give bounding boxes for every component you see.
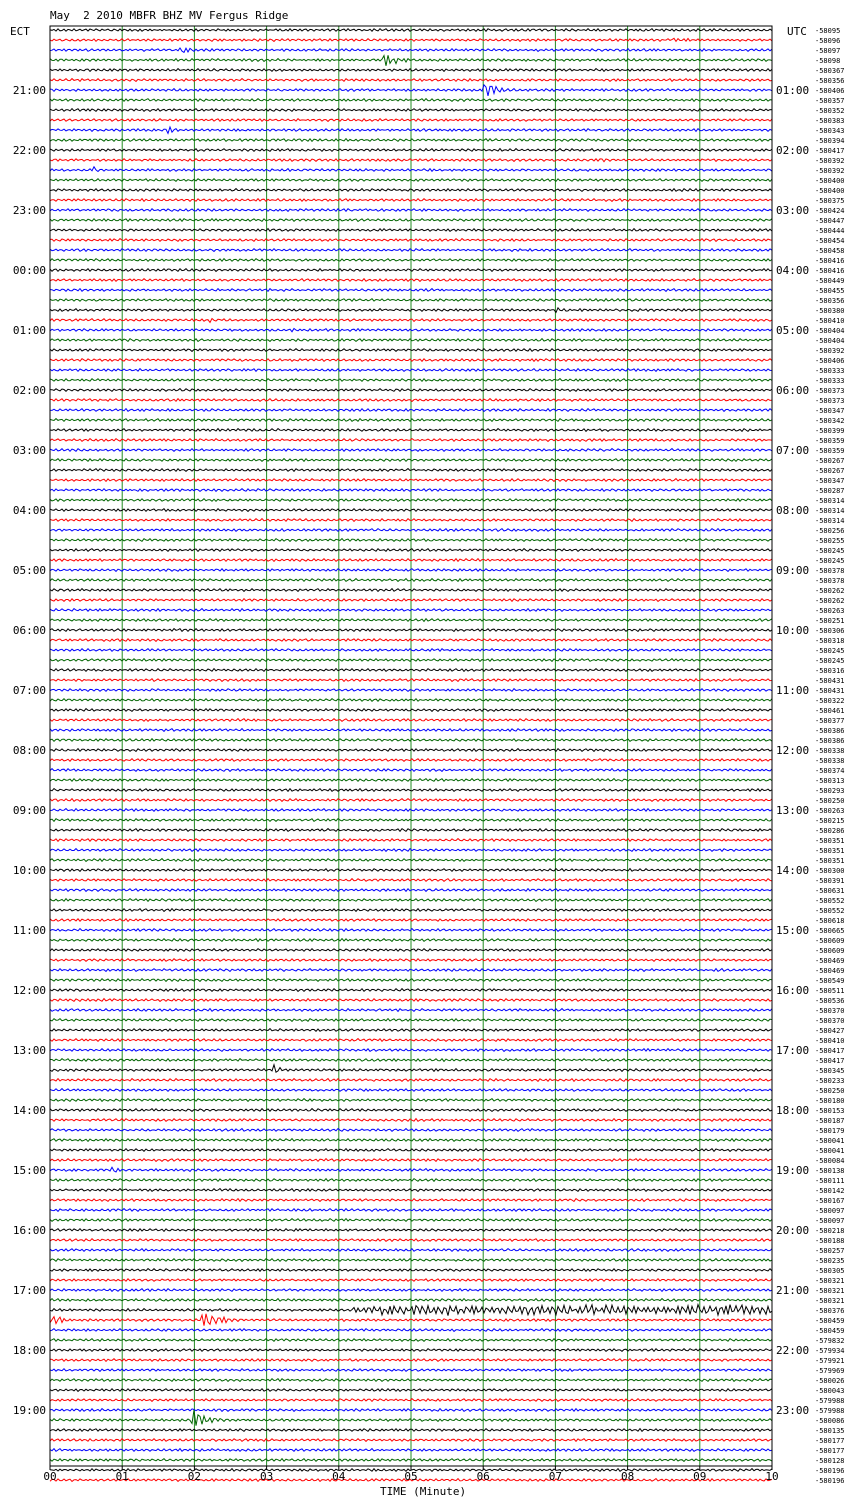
right-hour-label: 21:00	[776, 1284, 810, 1297]
trace-offset-label: -580321	[815, 1287, 845, 1295]
label-layer	[13, 27, 845, 1485]
right-hour-label: 02:00	[776, 144, 810, 157]
trace-offset-label: -580138	[815, 1167, 845, 1175]
trace-offset-label: -580374	[815, 767, 845, 775]
trace-offset-label: -580404	[815, 337, 845, 345]
trace-offset-label: -580410	[815, 1037, 845, 1045]
trace-offset-label: -580449	[815, 277, 845, 285]
trace-offset-label: -580370	[815, 1017, 845, 1025]
trace-offset-label: -580352	[815, 107, 845, 115]
trace-offset-label: -579988	[815, 1407, 845, 1415]
trace-offset-label: -580392	[815, 157, 845, 165]
trace-offset-label: -580359	[815, 447, 845, 455]
trace-offset-label: -580631	[815, 887, 845, 895]
trace-offset-label: -580333	[815, 367, 845, 375]
trace-offset-label: -580177	[815, 1447, 845, 1455]
trace-offset-label: -580455	[815, 287, 845, 295]
trace-offset-label: -579832	[815, 1337, 845, 1345]
trace-offset-label: -580373	[815, 387, 845, 395]
left-hour-label: 06:00	[12, 624, 46, 637]
trace-offset-label: -580267	[815, 467, 845, 475]
trace-offset-label: -580377	[815, 717, 845, 725]
trace-offset-label: -580179	[815, 1127, 845, 1135]
x-tick-label: 04	[332, 1470, 346, 1483]
right-hour-label: 23:00	[776, 1404, 810, 1417]
trace-offset-label: -580026	[815, 1377, 845, 1385]
left-hour-label: 14:00	[12, 1104, 46, 1117]
x-tick-label: 00	[43, 1470, 57, 1483]
x-tick-label: 08	[620, 1470, 635, 1483]
trace-offset-label: -580431	[815, 687, 845, 695]
trace-offset-label: -580314	[815, 517, 845, 525]
right-hour-label: 20:00	[776, 1224, 810, 1237]
trace-offset-label: -579969	[815, 1367, 845, 1375]
trace-offset-label: -580177	[815, 1437, 845, 1445]
trace-offset-label: -580321	[815, 1297, 845, 1305]
trace-offset-label: -580338	[815, 757, 845, 765]
trace-offset-label: -580314	[815, 497, 845, 505]
trace-offset-label: -580549	[815, 977, 845, 985]
x-tick-label: 03	[259, 1470, 274, 1483]
right-hour-label: 08:00	[776, 504, 810, 517]
trace-offset-label: -580469	[815, 957, 845, 965]
right-hour-label: 17:00	[776, 1044, 810, 1057]
left-hour-label: 07:00	[12, 684, 46, 697]
trace-offset-label: -580416	[815, 267, 845, 275]
trace-offset-label: -580215	[815, 817, 845, 825]
trace-offset-label: -580536	[815, 997, 845, 1005]
trace-offset-label: -580511	[815, 987, 845, 995]
left-hour-label: 18:00	[12, 1344, 46, 1357]
trace-offset-label: -580345	[815, 1067, 845, 1075]
trace-offset-label: -580618	[815, 917, 845, 925]
trace-offset-label: -580321	[815, 1277, 845, 1285]
trace-offset-label: -58098	[815, 57, 841, 65]
trace-offset-label: -580251	[815, 617, 845, 625]
x-axis-label: TIME (Minute)	[380, 1485, 467, 1498]
trace-offset-label: -580347	[815, 407, 845, 415]
x-tick-label: 01	[115, 1470, 129, 1483]
trace-offset-label: -580097	[815, 1207, 845, 1215]
trace-offset-label: -580386	[815, 727, 845, 735]
trace-offset-label: -580454	[815, 237, 845, 245]
trace-offset-label: -58095	[815, 27, 841, 35]
trace-offset-label: -580041	[815, 1137, 845, 1145]
left-hour-label: 17:00	[12, 1284, 46, 1297]
trace-offset-label: -580180	[815, 1097, 845, 1105]
left-hour-label: 02:00	[12, 384, 46, 397]
left-hour-label: 22:00	[12, 144, 46, 157]
trace-offset-label: -580187	[815, 1117, 845, 1125]
left-hour-label: 10:00	[12, 864, 46, 877]
trace-offset-label: -580097	[815, 1217, 845, 1225]
trace-offset-label: -580458	[815, 247, 845, 255]
trace-offset-label: -580406	[815, 357, 845, 365]
trace-offset-label: -580427	[815, 1027, 845, 1035]
trace-offset-label: -580233	[815, 1077, 845, 1085]
x-tick-label: 09	[693, 1470, 707, 1483]
right-hour-label: 19:00	[776, 1164, 810, 1177]
trace-offset-label: -580469	[815, 967, 845, 975]
left-hour-label: 12:00	[12, 984, 46, 997]
trace-offset-label: -580262	[815, 587, 845, 595]
x-tick-label: 02	[187, 1470, 202, 1483]
trace-offset-label: -580447	[815, 217, 845, 225]
right-hour-label: 22:00	[776, 1344, 810, 1357]
trace-offset-label: -580370	[815, 1007, 845, 1015]
trace-offset-label: -580111	[815, 1177, 845, 1185]
trace-offset-label: -580386	[815, 737, 845, 745]
trace-offset-label: -580394	[815, 137, 845, 145]
trace-offset-label: -580196	[815, 1467, 845, 1475]
left-hour-label: 08:00	[12, 744, 46, 757]
trace-offset-label: -580416	[815, 257, 845, 265]
trace-offset-label: -580196	[815, 1477, 845, 1485]
trace-offset-label: -580343	[815, 127, 845, 135]
left-timezone-label: ECT	[10, 25, 30, 38]
x-tick-label: 07	[548, 1470, 563, 1483]
chart-title: May 2 2010 MBFR BHZ MV Fergus Ridge	[50, 9, 289, 22]
trace-offset-label: -580128	[815, 1457, 845, 1465]
left-hour-label: 09:00	[12, 804, 46, 817]
trace-offset-label: -580218	[815, 1227, 845, 1235]
trace-offset-label: -580359	[815, 437, 845, 445]
right-timezone-label: UTC	[787, 25, 807, 38]
trace-offset-label: -580043	[815, 1387, 845, 1395]
trace-offset-label: -580084	[815, 1157, 845, 1165]
right-hour-label: 07:00	[776, 444, 810, 457]
trace-offset-label: -580267	[815, 457, 845, 465]
trace-offset-label: -580373	[815, 397, 845, 405]
trace-offset-label: -580417	[815, 147, 845, 155]
left-hour-label: 05:00	[12, 564, 46, 577]
trace-offset-label: -580316	[815, 667, 845, 675]
x-tick-label: 10	[765, 1470, 779, 1483]
left-hour-label: 16:00	[12, 1224, 46, 1237]
trace-offset-label: -580300	[815, 867, 845, 875]
trace-offset-label: -579921	[815, 1357, 845, 1365]
left-hour-label: 11:00	[12, 924, 46, 937]
trace-offset-label: -580406	[815, 87, 845, 95]
right-hour-label: 12:00	[776, 744, 810, 757]
trace-offset-label: -580417	[815, 1057, 845, 1065]
trace-offset-label: -580380	[815, 307, 845, 315]
trace-offset-label: -580338	[815, 747, 845, 755]
trace-offset-label: -580322	[815, 697, 845, 705]
trace-offset-label: -580250	[815, 1087, 845, 1095]
right-hour-label: 14:00	[776, 864, 810, 877]
trace-offset-label: -580459	[815, 1317, 845, 1325]
x-tick-label: 06	[476, 1470, 490, 1483]
left-hour-label: 03:00	[12, 444, 46, 457]
trace-offset-label: -580378	[815, 577, 845, 585]
trace-offset-label: -580431	[815, 677, 845, 685]
right-hour-label: 13:00	[776, 804, 810, 817]
left-hour-label: 15:00	[12, 1164, 46, 1177]
trace-offset-label: -580245	[815, 547, 845, 555]
right-hour-label: 05:00	[776, 324, 810, 337]
right-hour-label: 04:00	[776, 264, 810, 277]
trace-offset-label: -580347	[815, 477, 845, 485]
trace-offset-label: -580086	[815, 1417, 845, 1425]
trace-offset-label: -580342	[815, 417, 845, 425]
trace-offset-label: -580444	[815, 227, 845, 235]
trace-offset-label: -580135	[815, 1427, 845, 1435]
trace-offset-label: -580142	[815, 1187, 845, 1195]
trace-offset-label: -580356	[815, 77, 845, 85]
left-hour-label: 00:00	[12, 264, 46, 277]
left-hour-label: 21:00	[12, 84, 46, 97]
right-hour-label: 15:00	[776, 924, 810, 937]
x-tick-label: 05	[404, 1470, 418, 1483]
trace-offset-label: -580609	[815, 937, 845, 945]
trace-offset-label: -580256	[815, 527, 845, 535]
trace-offset-label: -580367	[815, 67, 845, 75]
right-hour-label: 01:00	[776, 84, 810, 97]
trace-offset-label: -580356	[815, 297, 845, 305]
left-hour-label: 23:00	[12, 204, 46, 217]
trace-offset-label: -580391	[815, 877, 845, 885]
trace-offset-label: -580153	[815, 1107, 845, 1115]
left-hour-label: 01:00	[12, 324, 46, 337]
trace-offset-label: -580392	[815, 167, 845, 175]
trace-offset-label: -580351	[815, 857, 845, 865]
trace-offset-label: -579988	[815, 1397, 845, 1405]
trace-offset-label: -580400	[815, 187, 845, 195]
trace-offset-label: -580552	[815, 907, 845, 915]
trace-offset-label: -580263	[815, 807, 845, 815]
left-hour-label: 04:00	[12, 504, 46, 517]
left-hour-label: 19:00	[12, 1404, 46, 1417]
trace-offset-label: -580392	[815, 347, 845, 355]
trace-offset-label: -580305	[815, 1267, 845, 1275]
trace-offset-label: -580357	[815, 97, 845, 105]
trace-offset-label: -580235	[815, 1257, 845, 1265]
trace-offset-label: -580245	[815, 647, 845, 655]
trace-offset-label: -580263	[815, 607, 845, 615]
trace-offset-label: -58097	[815, 47, 841, 55]
trace-offset-label: -579934	[815, 1347, 845, 1355]
trace-offset-label: -580424	[815, 207, 845, 215]
trace-offset-label: -580306	[815, 627, 845, 635]
trace-offset-label: -580461	[815, 707, 845, 715]
trace-offset-label: -580376	[815, 1307, 845, 1315]
trace-offset-label: -58096	[815, 37, 841, 45]
trace-offset-label: -580404	[815, 327, 845, 335]
trace-offset-label: -580459	[815, 1327, 845, 1335]
left-hour-label: 13:00	[12, 1044, 46, 1057]
trace-offset-label: -580399	[815, 427, 845, 435]
trace-offset-label: -580410	[815, 317, 845, 325]
trace-offset-label: -580609	[815, 947, 845, 955]
trace-offset-label: -580314	[815, 507, 845, 515]
trace-offset-label: -580400	[815, 177, 845, 185]
trace-offset-label: -580293	[815, 787, 845, 795]
trace-offset-label: -580262	[815, 597, 845, 605]
trace-offset-label: -580250	[815, 797, 845, 805]
right-hour-label: 18:00	[776, 1104, 810, 1117]
trace-offset-label: -580417	[815, 1047, 845, 1055]
trace-offset-label: -580351	[815, 847, 845, 855]
trace-offset-label: -580383	[815, 117, 845, 125]
trace-offset-label: -580255	[815, 537, 845, 545]
right-hour-label: 16:00	[776, 984, 810, 997]
trace-offset-label: -580188	[815, 1237, 845, 1245]
trace-offset-label: -580245	[815, 557, 845, 565]
right-hour-label: 10:00	[776, 624, 810, 637]
trace-offset-label: -580245	[815, 657, 845, 665]
trace-offset-label: -580167	[815, 1197, 845, 1205]
trace-offset-label: -580286	[815, 827, 845, 835]
trace-offset-label: -580552	[815, 897, 845, 905]
right-hour-label: 11:00	[776, 684, 810, 697]
right-hour-label: 03:00	[776, 204, 810, 217]
right-hour-label: 06:00	[776, 384, 810, 397]
right-hour-label: 09:00	[776, 564, 810, 577]
trace-offset-label: -580287	[815, 487, 845, 495]
trace-offset-label: -580041	[815, 1147, 845, 1155]
trace-offset-label: -580333	[815, 377, 845, 385]
trace-offset-label: -580257	[815, 1247, 845, 1255]
trace-offset-label: -580665	[815, 927, 845, 935]
trace-offset-label: -580318	[815, 637, 845, 645]
trace-offset-label: -580378	[815, 567, 845, 575]
trace-offset-label: -580313	[815, 777, 845, 785]
trace-offset-label: -580375	[815, 197, 845, 205]
trace-offset-label: -580351	[815, 837, 845, 845]
